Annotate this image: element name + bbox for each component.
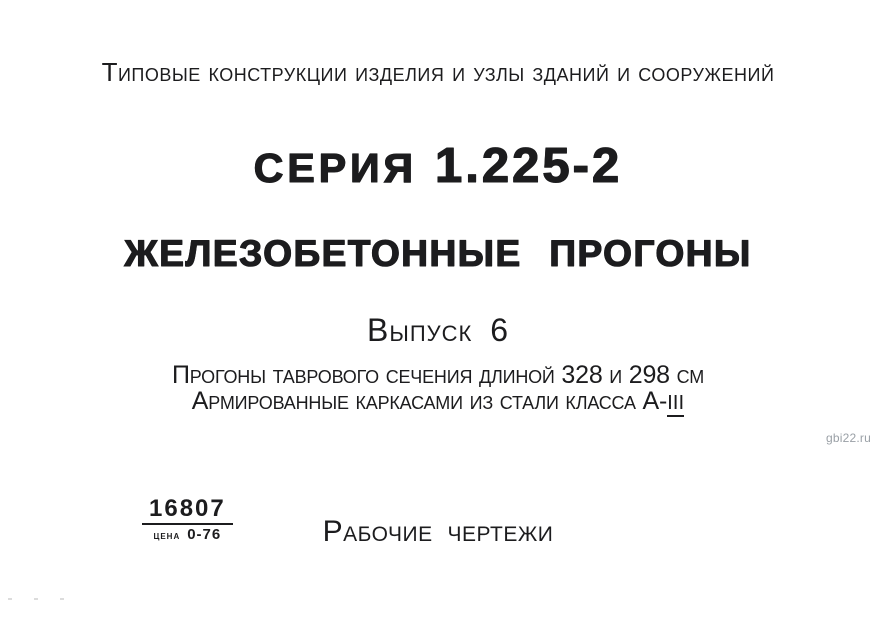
subtitle-line-2-text: Армированные каркасами из стали класса А- (191, 387, 668, 415)
main-title: ЖЕЛЕЗОБЕТОННЫЕ ПРОГОНЫ (124, 233, 752, 274)
issue-label: Выпуск 6 (367, 312, 509, 348)
subtitle-line-1: Прогоны таврового сечения длиной 328 и 298 см (171, 361, 704, 389)
scan-noise-speck (34, 598, 38, 600)
scan-noise-speck (8, 598, 12, 600)
subtitle-block (0, 362, 876, 417)
series-word: СЕРИЯ (253, 145, 418, 191)
document-category-line: Типовые конструкции изделия и узлы зданий и сооружений (101, 57, 775, 87)
stamp-code: 16807 (142, 497, 233, 525)
series-number: 1.225-2 (435, 139, 623, 193)
steel-class-underlined: III (667, 393, 684, 417)
stamp-price-value: 0-76 (187, 526, 222, 543)
footer-title: Рабочие чертежи (322, 515, 554, 548)
series-title (0, 138, 876, 194)
scan-noise-speck (60, 598, 64, 600)
stamp-price-label: цена (153, 528, 181, 542)
watermark-text: gbi22.ru (826, 431, 871, 445)
subtitle-line-2 (0, 388, 876, 417)
